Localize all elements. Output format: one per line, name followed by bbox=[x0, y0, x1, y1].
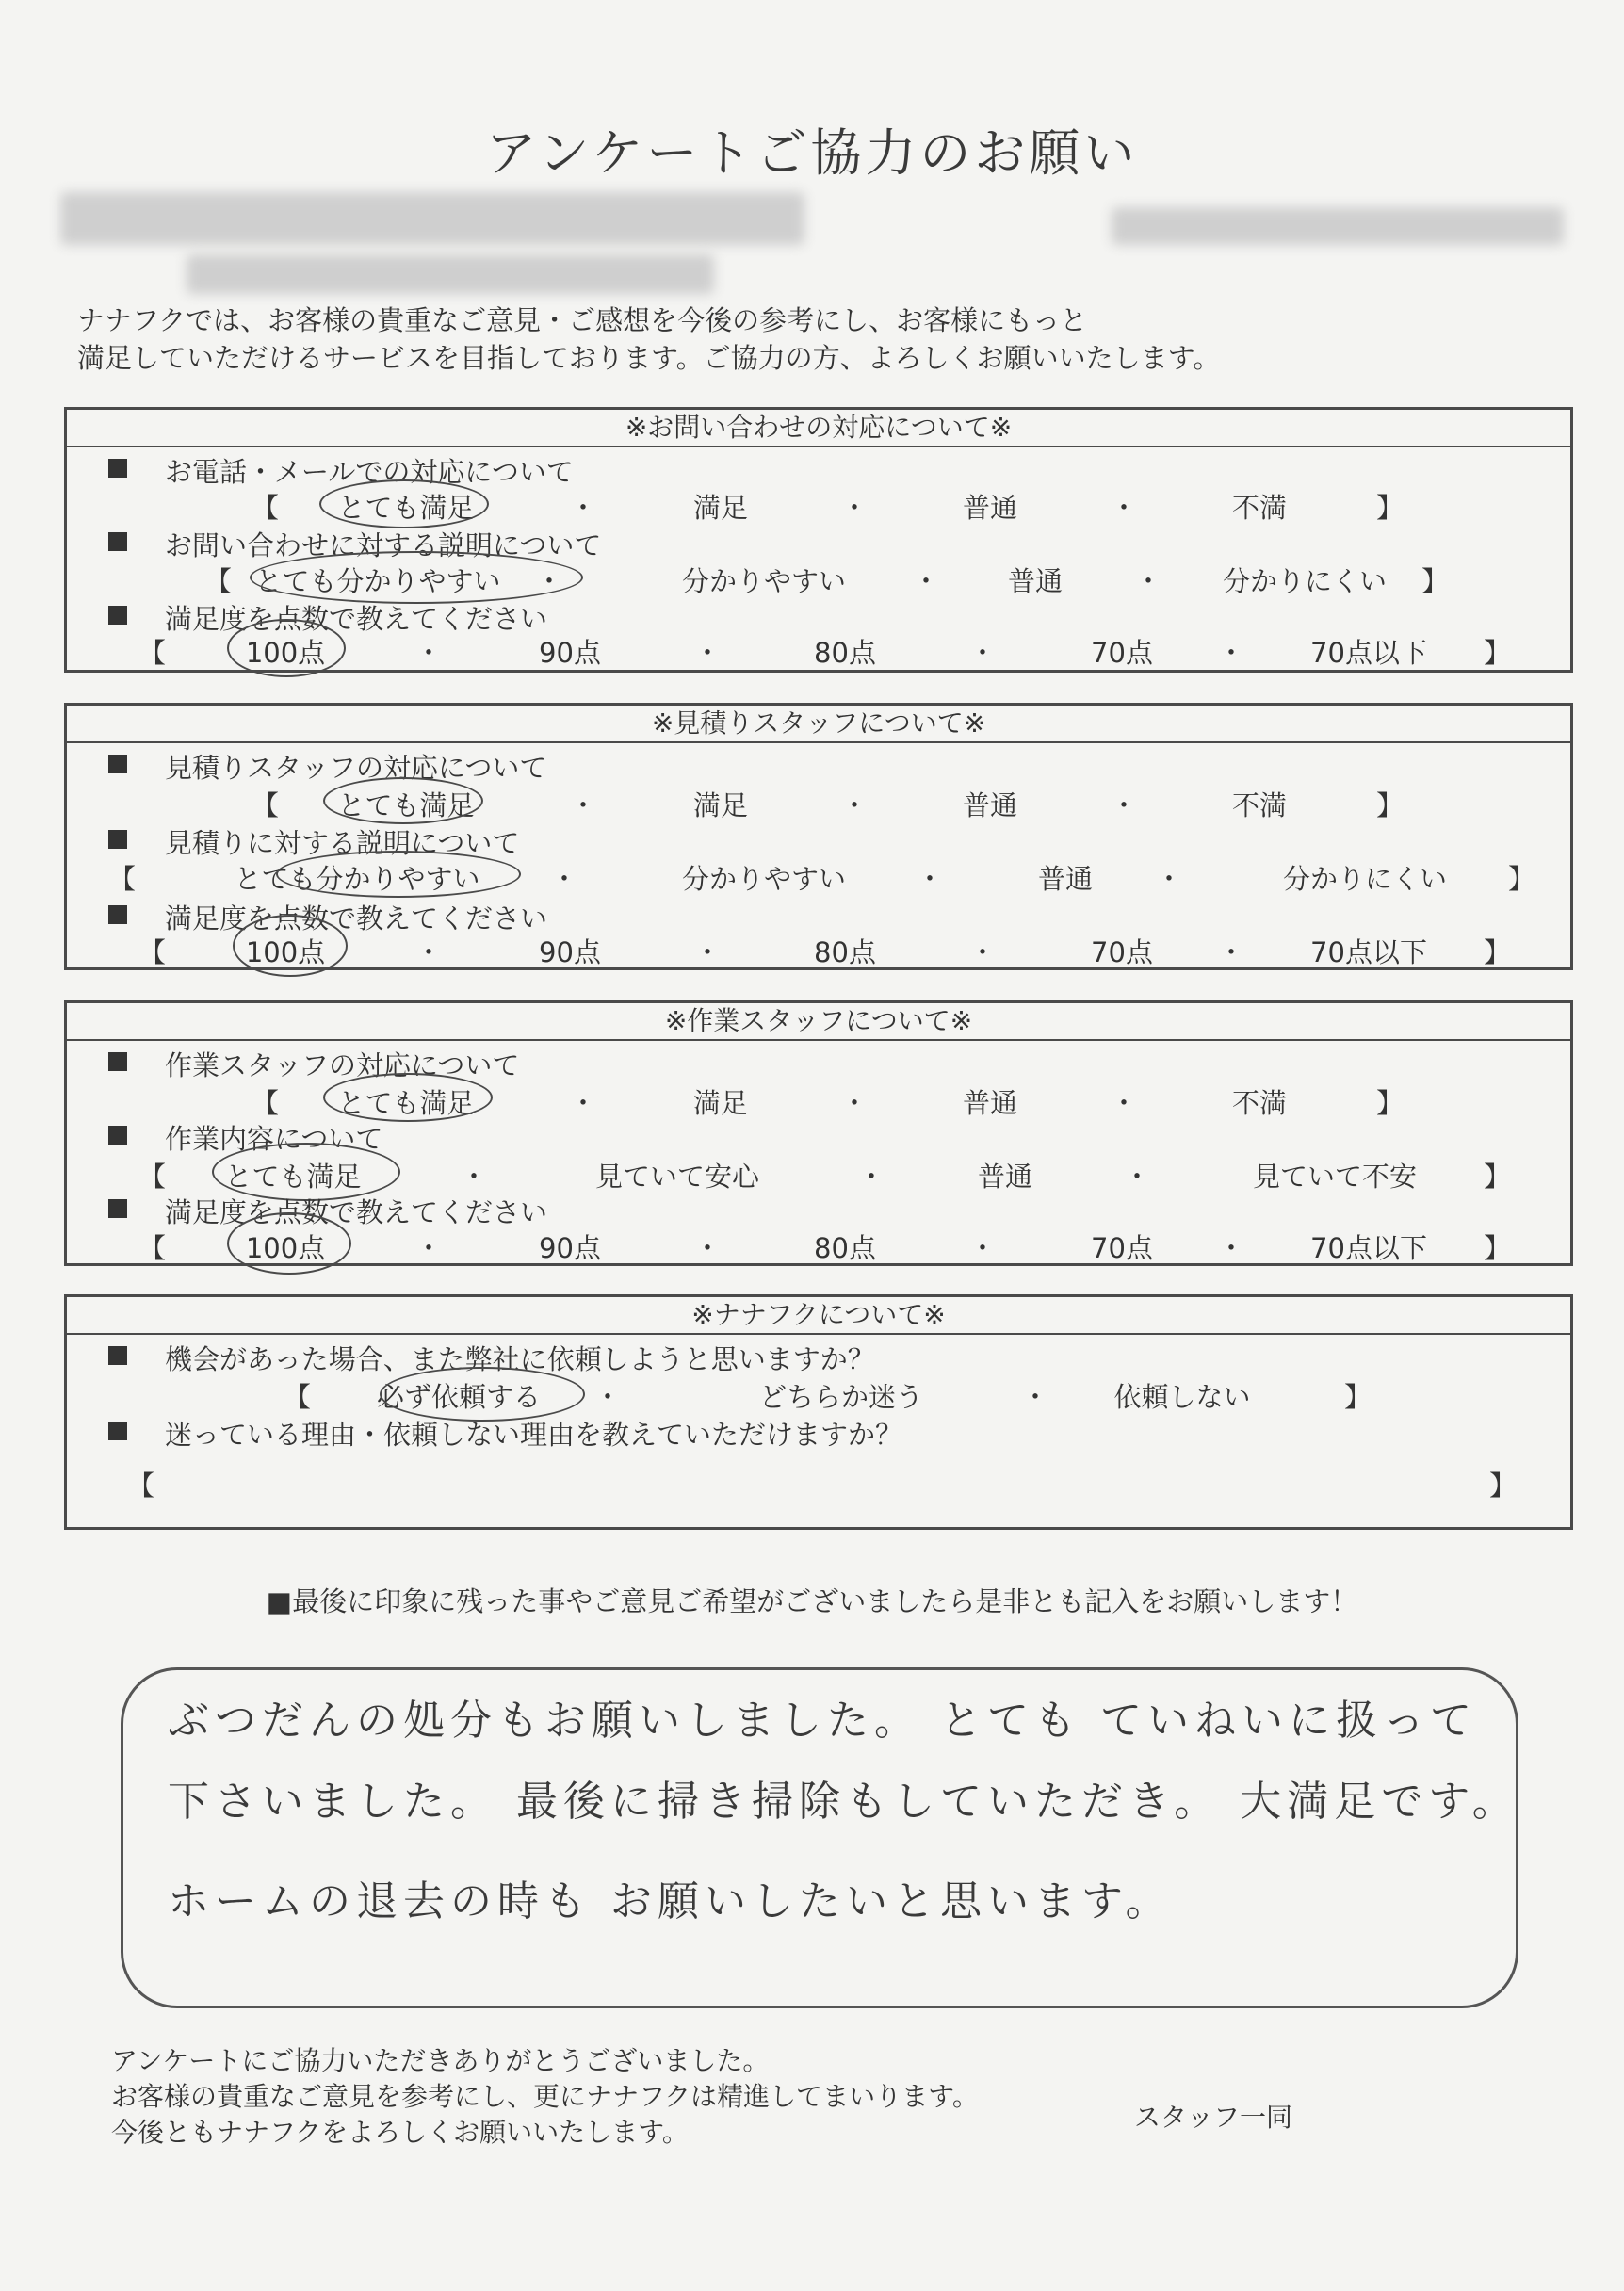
separator: ・ bbox=[1155, 863, 1183, 895]
option-unclear[interactable]: 分かりにくい bbox=[1222, 565, 1388, 597]
bullet-icon bbox=[108, 532, 127, 551]
option-definitely-request[interactable]: 必ず依頼する bbox=[376, 1381, 542, 1413]
question-reason bbox=[67, 1414, 1570, 1450]
option-satisfied[interactable]: 満足 bbox=[692, 492, 749, 524]
question-label: 作業スタッフの対応について bbox=[165, 1049, 520, 1081]
section-work-staff bbox=[64, 1000, 1573, 1266]
option-very-satisfied[interactable]: とても満足 bbox=[337, 492, 475, 524]
option-clear[interactable]: 分かりやすい bbox=[681, 565, 847, 597]
option-undecided[interactable]: どちらか迷う bbox=[758, 1381, 924, 1413]
bracket-close: 】 bbox=[1344, 1381, 1372, 1413]
separator: ・ bbox=[460, 1161, 488, 1193]
separator: ・ bbox=[414, 637, 443, 669]
question-label: 見積りスタッフの対応について bbox=[165, 752, 547, 784]
separator: ・ bbox=[912, 565, 940, 597]
separator: ・ bbox=[550, 863, 578, 895]
bullet-icon bbox=[108, 830, 127, 849]
option-worrying[interactable]: 見ていて不安 bbox=[1252, 1161, 1418, 1193]
bracket-open: 【 bbox=[252, 789, 280, 821]
question-label: 作業内容について bbox=[165, 1123, 383, 1155]
separator: ・ bbox=[1021, 1381, 1049, 1413]
section-nanafuku bbox=[64, 1294, 1573, 1530]
separator: ・ bbox=[968, 936, 997, 968]
question-label: 満足度を点数で教えてください bbox=[165, 902, 548, 934]
separator: ・ bbox=[968, 637, 997, 669]
question-label: 満足度を点数で教えてください bbox=[165, 1196, 548, 1228]
closing-line-1: アンケートにご協力いただきありがとうございました。 bbox=[111, 2045, 770, 2076]
signature: スタッフ一同 bbox=[1134, 2102, 1293, 2133]
bracket-close: 】 bbox=[1484, 637, 1512, 669]
selected-circle bbox=[250, 551, 583, 604]
separator: ・ bbox=[1217, 637, 1245, 669]
option-very-satisfied[interactable]: とても満足 bbox=[337, 1087, 475, 1119]
handwritten-comment-line-1: ぶつだんの処分もお願いしました。 とても ていねいに扱って bbox=[168, 1697, 1477, 1745]
option-will-not-request[interactable]: 依頼しない bbox=[1113, 1381, 1251, 1413]
question-request-again bbox=[67, 1339, 1570, 1374]
handwritten-comment-line-3: ホームの退去の時も お願いしたいと思います。 bbox=[168, 1877, 1173, 1925]
option-unclear[interactable]: 分かりにくい bbox=[1282, 863, 1448, 895]
redacted-contact bbox=[1112, 207, 1564, 245]
option-score-100[interactable]: 100点 bbox=[245, 1232, 326, 1264]
option-score-90[interactable]: 90点 bbox=[539, 1232, 601, 1264]
bracket-open: 【 bbox=[138, 936, 167, 968]
separator: ・ bbox=[593, 1381, 622, 1413]
option-very-satisfied[interactable]: とても満足 bbox=[224, 1161, 362, 1193]
bracket-open: 【 bbox=[127, 1470, 155, 1502]
separator: ・ bbox=[535, 565, 563, 597]
handwritten-comment-line-2: 下さいました。 最後に掃き掃除もしていただき。 大満足です。 bbox=[168, 1778, 1519, 1826]
separator: ・ bbox=[1110, 1087, 1138, 1119]
option-score-100[interactable]: 100点 bbox=[245, 936, 326, 968]
option-normal[interactable]: 普通 bbox=[977, 1161, 1033, 1193]
option-dissatisfied[interactable]: 不満 bbox=[1231, 789, 1288, 821]
option-score-below-70[interactable]: 70点以下 bbox=[1310, 936, 1427, 968]
options-row bbox=[67, 1376, 1570, 1414]
options-row bbox=[67, 1082, 1570, 1120]
question-label: 見積りに対する説明について bbox=[165, 827, 520, 859]
bullet-icon bbox=[108, 1126, 127, 1145]
selected-circle bbox=[227, 1212, 351, 1275]
bullet-icon bbox=[108, 606, 127, 625]
option-satisfied[interactable]: 満足 bbox=[692, 1087, 749, 1119]
bracket-open: 【 bbox=[138, 1161, 167, 1193]
separator: ・ bbox=[916, 863, 944, 895]
separator: ・ bbox=[414, 936, 443, 968]
option-normal[interactable]: 普通 bbox=[962, 789, 1018, 821]
separator: ・ bbox=[569, 1087, 597, 1119]
page-title: アンケートご協力のお願い bbox=[485, 123, 1139, 183]
closing-line-2: お客様の貴重なご意見を参考にし、更にナナフクは精進してまいります。 bbox=[111, 2081, 979, 2112]
option-normal[interactable]: 普通 bbox=[1007, 565, 1064, 597]
separator: ・ bbox=[857, 1161, 885, 1193]
separator: ・ bbox=[1110, 492, 1138, 524]
bracket-close: 】 bbox=[1508, 863, 1536, 895]
bracket-close: 】 bbox=[1484, 1161, 1512, 1193]
section-header: ※見積りスタッフについて※ bbox=[67, 706, 1570, 743]
option-satisfied[interactable]: 満足 bbox=[692, 789, 749, 821]
question-work-staff-response bbox=[67, 1045, 1570, 1081]
bracket-open: 【 bbox=[204, 565, 233, 597]
bracket-close: 】 bbox=[1376, 789, 1405, 821]
bullet-icon bbox=[108, 755, 127, 773]
section-header: ※お問い合わせの対応について※ bbox=[67, 410, 1570, 447]
bracket-close: 】 bbox=[1484, 936, 1512, 968]
bracket-close: 】 bbox=[1489, 1470, 1518, 1502]
separator: ・ bbox=[569, 789, 597, 821]
option-normal[interactable]: 普通 bbox=[962, 492, 1018, 524]
option-score-90[interactable]: 90点 bbox=[539, 637, 601, 669]
bullet-icon bbox=[108, 459, 127, 478]
bracket-open: 【 bbox=[108, 863, 137, 895]
reason-answer-row bbox=[67, 1465, 1570, 1503]
separator: ・ bbox=[1123, 1161, 1151, 1193]
question-label: 機会があった場合、また弊社に依頼しようと思いますか？ bbox=[165, 1343, 875, 1375]
separator: ・ bbox=[1110, 789, 1138, 821]
option-score-below-70[interactable]: 70点以下 bbox=[1310, 637, 1427, 669]
question-estimate-staff-response bbox=[67, 747, 1570, 783]
separator: ・ bbox=[1217, 1232, 1245, 1264]
bracket-close: 】 bbox=[1421, 565, 1450, 597]
selected-circle bbox=[276, 851, 521, 898]
option-reassuring[interactable]: 見ていて安心 bbox=[594, 1161, 760, 1193]
separator: ・ bbox=[1217, 936, 1245, 968]
option-dissatisfied[interactable]: 不満 bbox=[1231, 492, 1288, 524]
bullet-icon bbox=[108, 905, 127, 924]
bullet-icon bbox=[108, 1422, 127, 1440]
bullet-icon bbox=[108, 1199, 127, 1218]
selected-circle bbox=[233, 915, 348, 977]
option-score-70[interactable]: 70点 bbox=[1091, 637, 1153, 669]
separator: ・ bbox=[414, 1232, 443, 1264]
options-row bbox=[67, 785, 1570, 822]
question-label: 満足度を点数で教えてください bbox=[165, 603, 548, 635]
bullet-icon bbox=[108, 1346, 127, 1365]
option-score-70[interactable]: 70点 bbox=[1091, 1232, 1153, 1264]
options-row bbox=[67, 487, 1570, 525]
bracket-close: 】 bbox=[1484, 1232, 1512, 1264]
option-score-80[interactable]: 80点 bbox=[814, 936, 876, 968]
separator: ・ bbox=[693, 936, 722, 968]
option-score-below-70[interactable]: 70点以下 bbox=[1310, 1232, 1427, 1264]
final-comment-prompt: ■最後に印象に残った事やご意見ご希望がございましたら是非とも記入をお願いします！ bbox=[266, 1585, 1358, 1617]
bracket-open: 【 bbox=[284, 1381, 312, 1413]
section-estimate-staff bbox=[64, 703, 1573, 970]
bracket-open: 【 bbox=[138, 637, 167, 669]
option-score-70[interactable]: 70点 bbox=[1091, 936, 1153, 968]
section-header: ※作業スタッフについて※ bbox=[67, 1003, 1570, 1041]
redacted-company-info bbox=[60, 192, 804, 245]
bracket-close: 】 bbox=[1376, 492, 1405, 524]
option-clear[interactable]: 分かりやすい bbox=[681, 863, 847, 895]
option-very-clear[interactable]: とても分かりやすい bbox=[254, 565, 501, 597]
option-score-100[interactable]: 100点 bbox=[245, 637, 326, 669]
separator: ・ bbox=[569, 492, 597, 524]
intro-line-2: 満足していただけるサービスを目指しております。ご協力の方、よろしくお願いいたします。 bbox=[77, 342, 1221, 374]
redacted-address bbox=[187, 254, 714, 294]
question-label: 迷っている理由・依頼しない理由を教えていただけますか？ bbox=[165, 1419, 903, 1451]
option-score-80[interactable]: 80点 bbox=[814, 637, 876, 669]
separator: ・ bbox=[840, 492, 869, 524]
question-label: お電話・メールでの対応について bbox=[165, 456, 574, 488]
bracket-open: 【 bbox=[138, 1232, 167, 1264]
option-normal[interactable]: 普通 bbox=[962, 1087, 1018, 1119]
bracket-close: 】 bbox=[1376, 1087, 1405, 1119]
question-estimate-explanation bbox=[67, 822, 1570, 858]
option-very-clear[interactable]: とても分かりやすい bbox=[234, 863, 480, 895]
question-phone-email bbox=[67, 451, 1570, 487]
question-inquiry-explanation bbox=[67, 525, 1570, 561]
selected-circle bbox=[323, 777, 483, 824]
separator: ・ bbox=[693, 1232, 722, 1264]
separator: ・ bbox=[840, 789, 869, 821]
selected-circle bbox=[227, 619, 346, 677]
option-very-satisfied[interactable]: とても満足 bbox=[337, 789, 475, 821]
separator: ・ bbox=[693, 637, 722, 669]
option-dissatisfied[interactable]: 不満 bbox=[1231, 1087, 1288, 1119]
bracket-open: 【 bbox=[252, 492, 280, 524]
option-normal[interactable]: 普通 bbox=[1037, 863, 1094, 895]
bracket-open: 【 bbox=[252, 1087, 280, 1119]
bullet-icon bbox=[108, 1052, 127, 1071]
intro-line-1: ナナフクでは、お客様の貴重なご意見・ご感想を今後の参考にし、お客様にもっと bbox=[77, 304, 1088, 336]
separator: ・ bbox=[1134, 565, 1162, 597]
closing-line-3: 今後ともナナフクをよろしくお願いいたします。 bbox=[111, 2117, 689, 2148]
option-score-80[interactable]: 80点 bbox=[814, 1232, 876, 1264]
question-label: お問い合わせに対する説明について bbox=[165, 529, 602, 561]
separator: ・ bbox=[968, 1232, 997, 1264]
selected-circle bbox=[319, 479, 489, 528]
section-inquiry bbox=[64, 407, 1573, 673]
option-score-90[interactable]: 90点 bbox=[539, 936, 601, 968]
separator: ・ bbox=[840, 1087, 869, 1119]
section-header: ※ナナフクについて※ bbox=[67, 1297, 1570, 1335]
selected-circle bbox=[323, 1073, 493, 1122]
